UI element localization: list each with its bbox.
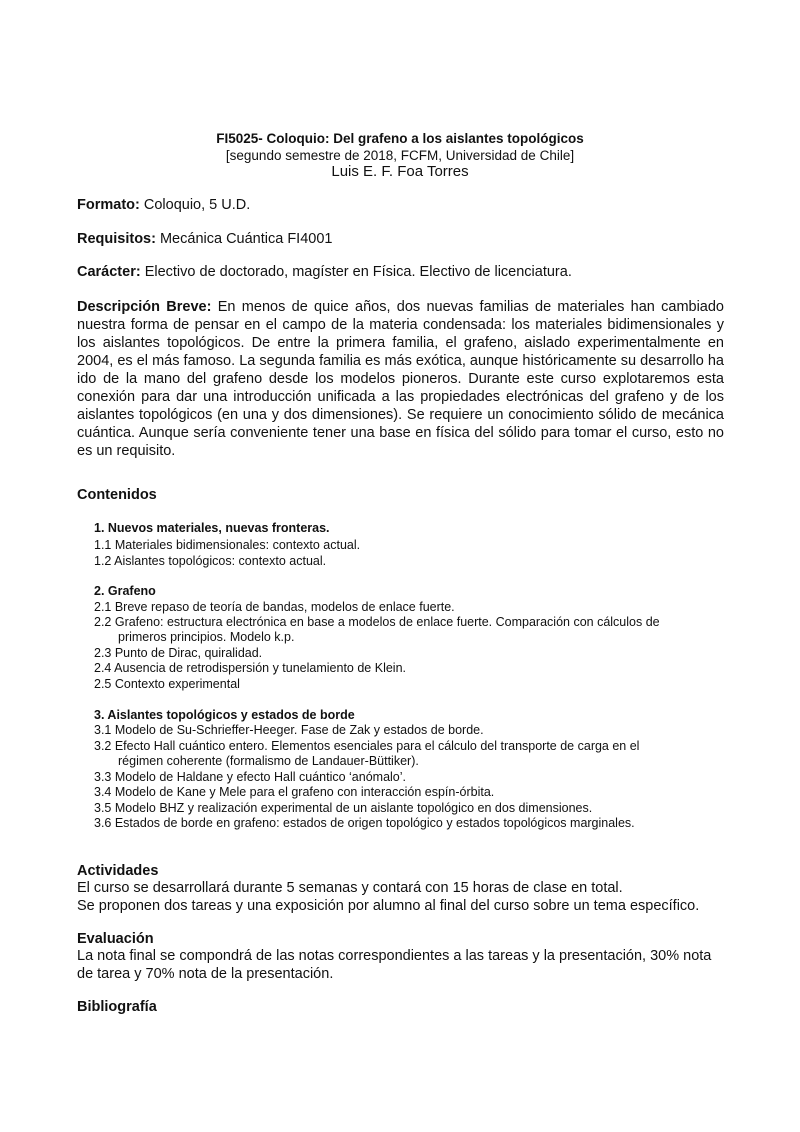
group-3-title: 3. Aislantes topológicos y estados de borde: [94, 708, 355, 722]
caracter-field: [77, 264, 572, 280]
list-item: 2.3 Punto de Dirac, quiralidad.: [94, 646, 263, 660]
contenidos-heading: Contenidos: [77, 487, 157, 503]
formato-field: [77, 197, 250, 213]
actividades-heading: Actividades: [77, 863, 159, 879]
evaluacion-line-2: de tarea y 70% nota de la presentación.: [77, 966, 334, 982]
course-subtitle: [segundo semestre de 2018, FCFM, Universidad de Chile]: [225, 148, 575, 163]
formato-value: Coloquio, 5 U.D.: [139, 197, 251, 213]
evaluacion-heading: Evaluación: [77, 931, 154, 947]
list-item: 3.3 Modelo de Haldane y efecto Hall cuántico ‘anómalo’.: [94, 770, 406, 784]
requisitos-value: Mecánica Cuántica FI4001: [155, 231, 333, 247]
list-item-continuation: régimen coherente (formalismo de Landauer-Büttiker).: [118, 754, 419, 768]
list-item: 2.4 Ausencia de retrodispersión y tunelamiento de Klein.: [94, 661, 406, 675]
caracter-value: Electivo de doctorado, magíster en Física. Electivo de licenciatura.: [140, 264, 572, 280]
group-1-title: 1. Nuevos materiales, nuevas fronteras.: [94, 521, 330, 535]
list-item: 3.4 Modelo de Kane y Mele para el grafeno con interacción espín-órbita.: [94, 785, 495, 799]
course-author: Luis E. F. Foa Torres: [331, 163, 469, 180]
list-item: 2.1 Breve repaso de teoría de bandas, modelos de enlace fuerte.: [94, 600, 455, 614]
list-item: 2.5 Contexto experimental: [94, 677, 240, 691]
bibliografia-heading: Bibliografía: [77, 999, 157, 1015]
descripcion-label: Descripción Breve:: [77, 299, 212, 315]
list-item: 1.1 Materiales bidimensionales: contexto actual.: [94, 538, 361, 552]
list-item: 2.2 Grafeno: estructura electrónica en base a modelos de enlace fuerte. Comparación con cálculos de: [94, 615, 660, 629]
formato-label: Formato:: [77, 197, 140, 213]
evaluacion-line-1: La nota final se compondrá de las notas correspondientes a las tareas y la presentación, 30% nota: [77, 948, 712, 964]
list-item: 3.5 Modelo BHZ y realización experimental de un aislante topológico en dos dimensiones.: [94, 801, 593, 815]
list-item: 1.2 Aislantes topológicos: contexto actual.: [94, 554, 327, 568]
list-item: 3.6 Estados de borde en grafeno: estados de origen topológico y estados topológicos marginales.: [94, 816, 635, 830]
descripcion-text: En menos de quice años, dos nuevas familias de materiales han cambiado nuestra forma de pensar en el campo de la materia condensada: los materiales bidimensionales y los aislantes topológicos. De entre la primera familia, el grafeno, aislado experimentalmente en 2004, es el más famoso. La segunda familia es más exótica, aunque históricamente su desarrollo ha ido de la mano del grafeno desde los modelos pioneros. Durante este curso explotaremos esta conexión para dar una introducción unificada a las propiedades electrónicas del grafeno y de los aislantes topológicos (en una y dos dimensiones). Se requiere un conocimiento sólido de mecánica cuántica. Aunque sería conveniente tener una base en física del sólido para tomar el curso, esto no es un requisito.: [77, 299, 724, 459]
list-item-continuation: primeros principios. Modelo k.p.: [118, 630, 295, 644]
course-title: FI5025- Coloquio: Del grafeno a los aislantes topológicos: [216, 131, 584, 146]
actividades-line-2: Se proponen dos tareas y una exposición por alumno al final del curso sobre un tema específico.: [77, 898, 700, 914]
actividades-line-1: El curso se desarrollará durante 5 semanas y contará con 15 horas de clase en total.: [77, 880, 623, 896]
list-item: 3.1 Modelo de Su-Schrieffer-Heeger. Fase de Zak y estados de borde.: [94, 723, 484, 737]
requisitos-label: Requisitos:: [77, 231, 156, 247]
descripcion-paragraph: [77, 298, 724, 460]
requisitos-field: [77, 231, 332, 247]
list-item: 3.2 Efecto Hall cuántico entero. Elementos esenciales para el cálculo del transporte de carga en el: [94, 739, 640, 753]
group-2-title: 2. Grafeno: [94, 584, 156, 598]
caracter-label: Carácter:: [77, 264, 141, 280]
